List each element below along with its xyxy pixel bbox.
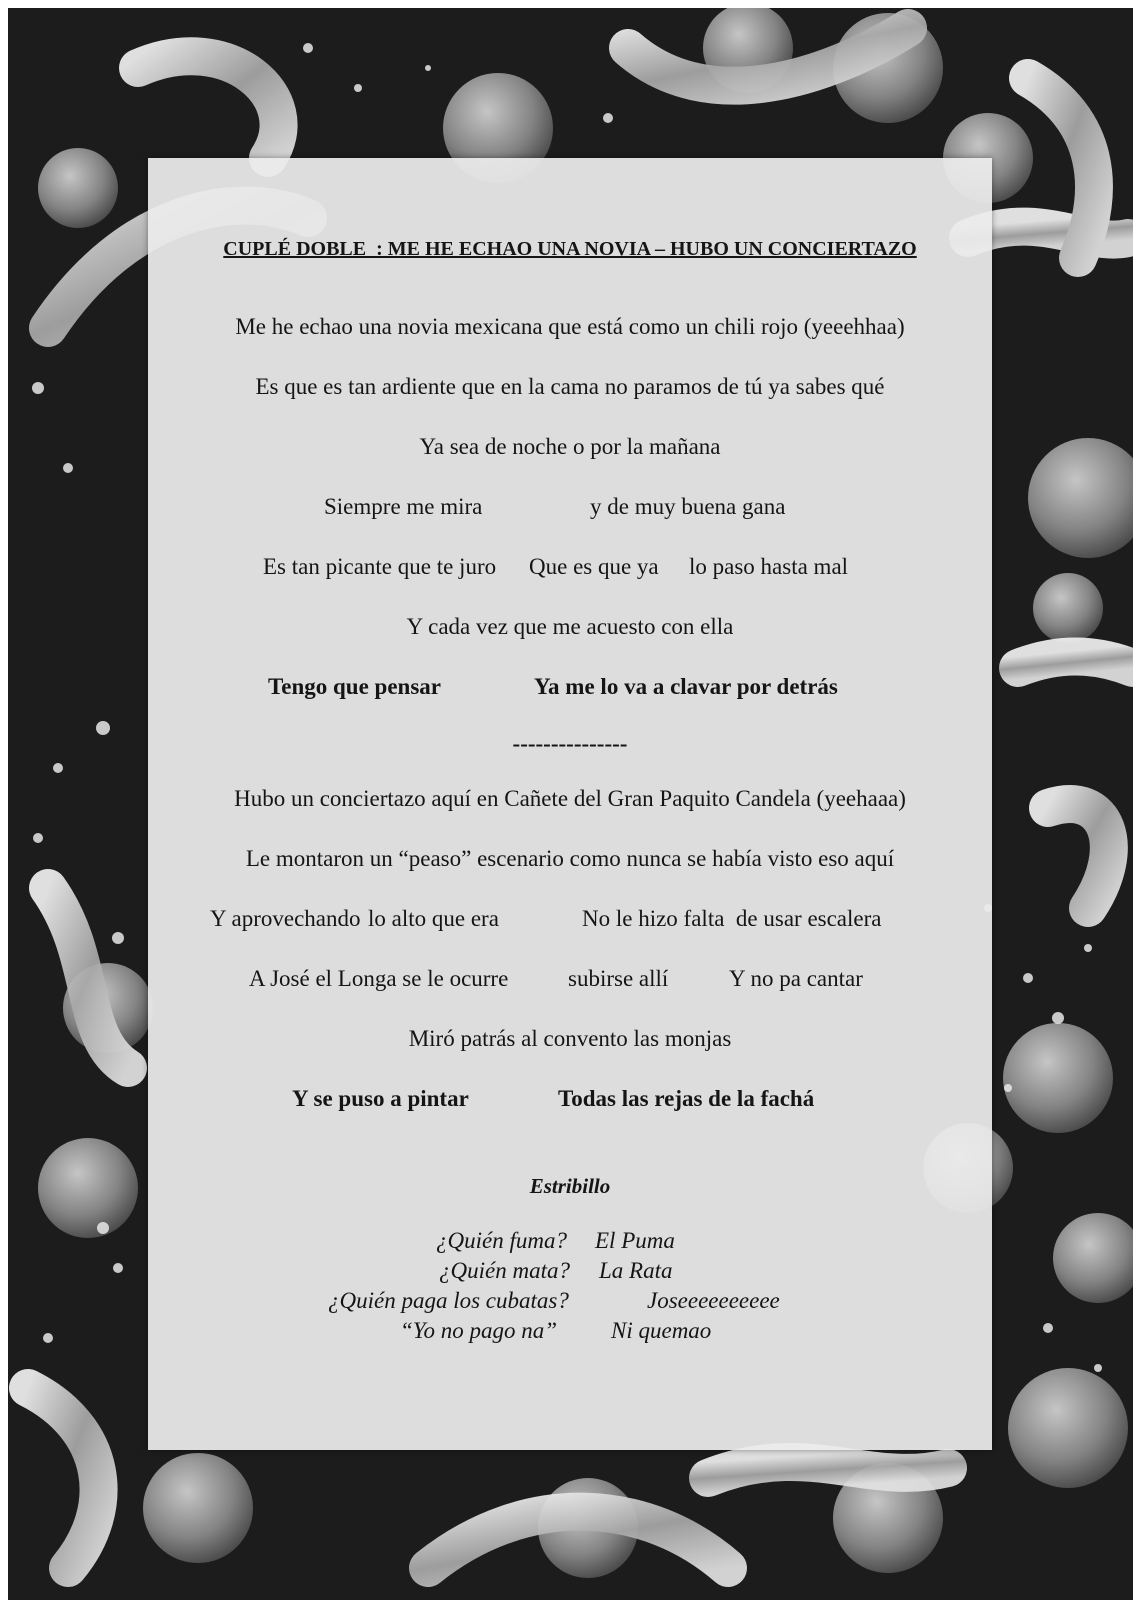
verse1-line-4-part-2: y de muy buena gana xyxy=(590,494,786,519)
chorus-line-4-question: “Yo no pago na” xyxy=(400,1318,558,1343)
verse2-line-3-part-1: Y aprovechando xyxy=(210,906,361,931)
verse1-line-6: Y cada vez que me acuesto con ella xyxy=(406,614,734,639)
verse1-line-7-part-2: Ya me lo va a clavar por detrás xyxy=(534,674,838,699)
verse2-line-4-part-1: A José el Longa se le ocurre xyxy=(249,966,509,991)
chorus-line-3-question: ¿Quién paga los cubatas? xyxy=(328,1288,569,1313)
verse2-line-4-part-2: subirse allí xyxy=(568,966,669,991)
verse1-line-5-part-2: Que es que ya xyxy=(529,554,659,579)
page-title: CUPLÉ DOBLE : ME HE ECHAO UNA NOVIA – HUBO UN CONCIERTAZO xyxy=(223,238,917,260)
verse1-line-7-part-1: Tengo que pensar xyxy=(268,674,441,699)
verse1-line-1: Me he echao una novia mexicana que está como un chili rojo (yeeehhaa) xyxy=(235,314,905,339)
verse2-line-5: Miró patrás al convento las monjas xyxy=(408,1026,732,1051)
verse2-line-2: Le montaron un “peaso” escenario como nunca se había visto eso aquí xyxy=(245,846,895,871)
separator: --------------- xyxy=(512,731,628,756)
chorus-line-2-question: ¿Quién mata? xyxy=(439,1258,570,1283)
verse2-line-6-part-1: Y se puso a pintar xyxy=(292,1086,469,1111)
chorus-heading: Estribillo xyxy=(529,1174,611,1198)
verse1-line-4-part-1: Siempre me mira xyxy=(324,494,483,519)
verse1-line-5-part-3: lo paso hasta mal xyxy=(689,554,849,579)
chorus-line-4-answer: Ni quemao xyxy=(611,1318,712,1343)
verse1-line-3: Ya sea de noche o por la mañana xyxy=(419,434,721,459)
verse1-line-5-part-1: Es tan picante que te juro xyxy=(263,554,497,579)
lyrics-sheet xyxy=(148,158,992,1450)
chorus-line-3-answer: Joseeeeeeeeee xyxy=(647,1288,780,1313)
verse2-line-6-part-2: Todas las rejas de la fachá xyxy=(558,1086,815,1111)
chorus-line-1-question: ¿Quién fuma? xyxy=(436,1228,567,1253)
verse2-line-3-part-2: lo alto que era xyxy=(368,906,499,931)
verse2-line-1: Hubo un conciertazo aquí en Cañete del Gran Paquito Candela (yeehaaa) xyxy=(234,786,906,811)
chorus-line-1-answer: El Puma xyxy=(595,1228,675,1253)
verse1-line-2: Es que es tan ardiente que en la cama no paramos de tú ya sabes qué xyxy=(255,374,885,399)
verse2-line-4-part-3: Y no pa cantar xyxy=(729,966,863,991)
chorus-line-2-answer: La Rata xyxy=(599,1258,673,1283)
verse2-line-3-part-3: No le hizo falta de usar escalera xyxy=(582,906,882,931)
